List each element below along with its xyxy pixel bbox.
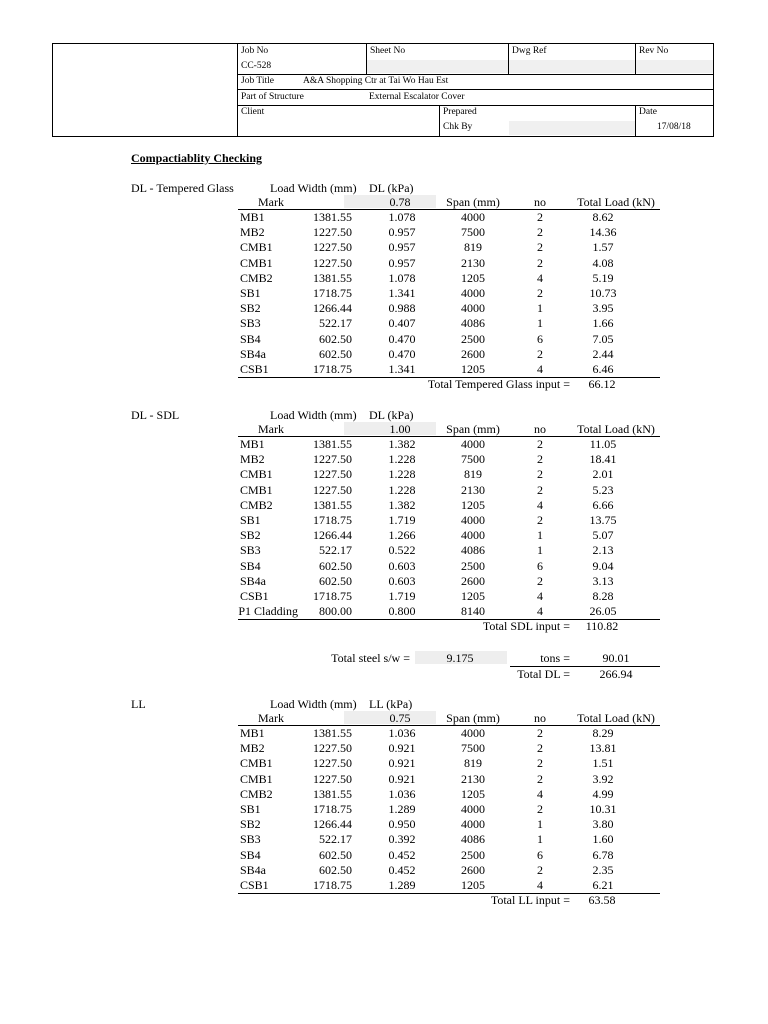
sdl-row-2-load-width: 1227.50: [313, 467, 352, 482]
glass-row-1-total: 14.36: [589, 225, 617, 240]
ll-row-8-load-width: 602.50: [319, 847, 352, 862]
job-title-label: Job Title: [241, 76, 275, 86]
glass-row-9-no: 2: [537, 346, 543, 361]
glass-row-4-span: 1205: [461, 270, 485, 285]
sheet-no-label: Sheet No: [370, 46, 406, 56]
ll-row-5-span: 4000: [461, 802, 485, 816]
ll-total-value: 63.58: [588, 893, 616, 908]
glass-row-0-no: 2: [537, 210, 543, 224]
glass-row-0-span: 4000: [461, 210, 485, 224]
glass-row-10-load-width: 1718.75: [313, 362, 352, 376]
glass-row-6-load-width: 1266.44: [313, 301, 352, 316]
total-dl-value: 266.94: [599, 667, 633, 681]
glass-row-4-load-width: 1381.55: [313, 270, 352, 285]
date-value: 17/08/18: [657, 122, 691, 132]
sdl-row-5-load-width: 1718.75: [313, 513, 352, 527]
glass-row-7-span: 4086: [461, 316, 485, 331]
glass-row-10-total: 6.46: [592, 362, 614, 376]
page-title: Compactiablity Checking: [131, 151, 263, 165]
glass-row-8-no: 6: [537, 331, 543, 346]
glass-row-1-no: 2: [537, 225, 543, 240]
ll-row-1-load-width: 1227.50: [313, 741, 352, 756]
sdl-row-8-load-width: 602.50: [319, 558, 352, 573]
glass-total-header: Total Load (kN): [577, 195, 655, 209]
sdl-mark-header: Mark: [258, 422, 284, 436]
ll-row-2-span: 819: [464, 756, 482, 771]
sdl-row-11-total: 26.05: [589, 604, 617, 619]
glass-row-2-span: 819: [464, 240, 482, 255]
sdl-row-8-no: 6: [537, 558, 543, 573]
ll-row-3-total: 3.92: [592, 771, 614, 786]
sdl-row-11-no: 4: [537, 604, 543, 619]
glass-row-5-load-width: 1718.75: [313, 286, 352, 300]
sdl-row-5-no: 2: [537, 513, 543, 527]
sdl-row-5-span: 4000: [461, 513, 485, 527]
ll-row-4-span: 1205: [461, 786, 485, 801]
glass-row-4-total: 5.19: [592, 270, 614, 285]
glass-row-0-total: 8.62: [592, 210, 614, 224]
ll-row-6-load-width: 1266.44: [313, 817, 352, 832]
glass-row-9-mark: SB4a: [240, 346, 267, 361]
rev-no-label: Rev No: [639, 46, 669, 56]
glass-row-3-no: 2: [537, 255, 543, 270]
glass-row-7-mark: SB3: [240, 316, 261, 331]
header-block: [52, 43, 714, 137]
sdl-span-header: Span (mm): [446, 422, 500, 436]
ll-row-8-span: 2500: [461, 847, 485, 862]
ll-row-6-kpa: 0.950: [388, 817, 416, 832]
glass-row-10-span: 1205: [461, 362, 485, 376]
sdl-row-6-total: 5.07: [592, 528, 614, 543]
glass-row-6-kpa: 0.988: [388, 301, 416, 316]
ll-span-header: Span (mm): [446, 711, 500, 725]
client-label: Client: [241, 107, 265, 117]
sdl-row-3-total: 5.23: [592, 482, 614, 497]
sdl-row-4-mark: CMB2: [240, 497, 273, 512]
ll-row-8-total: 6.78: [592, 847, 614, 862]
ll-kpa-value: 0.75: [389, 711, 411, 725]
sdl-row-11-kpa: 0.800: [388, 604, 416, 619]
job-no-label: Job No: [241, 46, 269, 56]
glass-row-6-span: 4000: [461, 301, 485, 316]
ll-row-8-kpa: 0.452: [388, 847, 416, 862]
glass-row-6-no: 1: [537, 301, 543, 316]
glass-row-2-no: 2: [537, 240, 543, 255]
sdl-row-0-no: 2: [537, 437, 543, 451]
ll-row-3-mark: CMB1: [240, 771, 273, 786]
sdl-row-7-load-width: 522.17: [319, 543, 352, 558]
total-steel-label: Total steel s/w =: [331, 651, 410, 665]
ll-row-5-no: 2: [537, 802, 543, 816]
ll-row-1-mark: MB2: [240, 741, 265, 756]
sdl-row-3-span: 2130: [461, 482, 485, 497]
glass-row-10-kpa: 1.341: [388, 362, 416, 376]
glass-row-0-load-width: 1381.55: [313, 210, 352, 224]
sdl-row-9-load-width: 602.50: [319, 573, 352, 588]
glass-row-5-total: 10.73: [589, 286, 617, 300]
sdl-row-3-mark: CMB1: [240, 482, 273, 497]
sdl-load-width-label: Load Width (mm): [270, 408, 357, 422]
sdl-row-9-no: 2: [537, 573, 543, 588]
glass-row-6-total: 3.95: [592, 301, 614, 316]
ll-row-5-load-width: 1718.75: [313, 802, 352, 816]
ll-no-header: no: [534, 711, 546, 725]
glass-row-10-mark: CSB1: [240, 362, 269, 376]
ll-kpa-label: LL (kPa): [369, 697, 413, 711]
glass-row-1-kpa: 0.957: [388, 225, 416, 240]
sdl-row-6-kpa: 1.266: [388, 528, 416, 543]
sdl-row-6-span: 4000: [461, 528, 485, 543]
ll-row-7-span: 4086: [461, 832, 485, 847]
glass-row-2-kpa: 0.957: [388, 240, 416, 255]
ll-row-8-mark: SB4: [240, 847, 261, 862]
prepared-label: Prepared: [443, 107, 477, 117]
sdl-row-6-mark: SB2: [240, 528, 261, 543]
total-dl-label: Total DL =: [517, 667, 570, 681]
glass-row-7-kpa: 0.407: [388, 316, 416, 331]
ll-row-2-load-width: 1227.50: [313, 756, 352, 771]
glass-row-8-mark: SB4: [240, 331, 261, 346]
glass-row-2-total: 1.57: [592, 240, 614, 255]
ll-row-6-total: 3.80: [592, 817, 614, 832]
glass-row-9-load-width: 602.50: [319, 346, 352, 361]
glass-row-2-mark: CMB1: [240, 240, 273, 255]
ll-row-5-mark: SB1: [240, 802, 261, 816]
ll-row-9-total: 2.35: [592, 862, 614, 877]
ll-row-7-total: 1.60: [592, 832, 614, 847]
glass-row-4-kpa: 1.078: [388, 270, 416, 285]
ll-row-3-kpa: 0.921: [388, 771, 416, 786]
ll-row-10-kpa: 1.289: [388, 878, 416, 892]
sdl-row-1-mark: MB2: [240, 452, 265, 467]
ll-row-9-mark: SB4a: [240, 862, 267, 877]
sdl-row-8-mark: SB4: [240, 558, 261, 573]
glass-row-5-no: 2: [537, 286, 543, 300]
sdl-row-7-mark: SB3: [240, 543, 261, 558]
ll-row-5-kpa: 1.289: [388, 802, 416, 816]
sdl-row-1-load-width: 1227.50: [313, 452, 352, 467]
glass-load-width-label: Load Width (mm): [270, 181, 357, 195]
ll-row-7-no: 1: [537, 832, 543, 847]
job-title-value: A&A Shopping Ctr at Tai Wo Hau Est: [303, 76, 449, 86]
ll-row-6-span: 4000: [461, 817, 485, 832]
sdl-row-5-total: 13.75: [589, 513, 617, 527]
ll-row-10-mark: CSB1: [240, 878, 269, 892]
ll-row-4-load-width: 1381.55: [313, 786, 352, 801]
ll-row-2-total: 1.51: [592, 756, 614, 771]
ll-row-9-load-width: 602.50: [319, 862, 352, 877]
sdl-row-9-span: 2600: [461, 573, 485, 588]
glass-row-3-span: 2130: [461, 255, 485, 270]
ll-row-3-span: 2130: [461, 771, 485, 786]
sdl-row-9-kpa: 0.603: [388, 573, 416, 588]
date-label: Date: [639, 107, 657, 117]
glass-row-7-total: 1.66: [592, 316, 614, 331]
ll-name: LL: [131, 697, 146, 711]
ll-row-0-load-width: 1381.55: [313, 726, 352, 740]
ll-row-1-kpa: 0.921: [388, 741, 416, 756]
glass-row-3-load-width: 1227.50: [313, 255, 352, 270]
glass-row-0-kpa: 1.078: [388, 210, 416, 224]
sdl-row-10-total: 8.28: [592, 589, 614, 603]
ll-total-header: Total Load (kN): [577, 711, 655, 725]
sdl-row-7-kpa: 0.522: [388, 543, 416, 558]
ll-row-7-load-width: 522.17: [319, 832, 352, 847]
sdl-row-3-load-width: 1227.50: [313, 482, 352, 497]
glass-row-0-mark: MB1: [240, 210, 265, 224]
glass-row-2-load-width: 1227.50: [313, 240, 352, 255]
sdl-row-0-load-width: 1381.55: [313, 437, 352, 451]
dwg-ref-label: Dwg Ref: [512, 46, 547, 56]
ll-row-10-load-width: 1718.75: [313, 878, 352, 892]
glass-name: DL - Tempered Glass: [131, 181, 234, 195]
sdl-row-1-span: 7500: [461, 452, 485, 467]
sdl-row-5-mark: SB1: [240, 513, 261, 527]
ll-row-3-no: 2: [537, 771, 543, 786]
sdl-row-0-mark: MB1: [240, 437, 265, 451]
sdl-row-2-kpa: 1.228: [388, 467, 416, 482]
ll-row-7-kpa: 0.392: [388, 832, 416, 847]
sdl-row-4-kpa: 1.382: [388, 497, 416, 512]
sdl-row-1-no: 2: [537, 452, 543, 467]
sdl-kpa-label: DL (kPa): [369, 408, 414, 422]
sdl-row-4-no: 4: [537, 497, 543, 512]
ll-row-10-span: 1205: [461, 878, 485, 892]
sdl-row-2-span: 819: [464, 467, 482, 482]
ll-row-4-kpa: 1.036: [388, 786, 416, 801]
ll-row-10-total: 6.21: [592, 878, 614, 892]
glass-span-header: Span (mm): [446, 195, 500, 209]
sdl-name: DL - SDL: [131, 408, 180, 422]
ll-row-6-no: 1: [537, 817, 543, 832]
glass-total-value: 66.12: [588, 377, 616, 392]
glass-no-header: no: [534, 195, 546, 209]
glass-row-3-kpa: 0.957: [388, 255, 416, 270]
glass-row-5-mark: SB1: [240, 286, 261, 300]
ll-row-1-span: 7500: [461, 741, 485, 756]
sdl-row-10-mark: CSB1: [240, 589, 269, 603]
sdl-row-7-no: 1: [537, 543, 543, 558]
ll-row-1-no: 2: [537, 741, 543, 756]
sdl-kpa-value: 1.00: [389, 422, 411, 436]
glass-row-9-span: 2600: [461, 346, 485, 361]
sdl-row-5-kpa: 1.719: [388, 513, 416, 527]
glass-row-4-no: 4: [537, 270, 543, 285]
sdl-row-2-mark: CMB1: [240, 467, 273, 482]
glass-row-1-mark: MB2: [240, 225, 265, 240]
chk-by-label: Chk By: [443, 122, 473, 132]
glass-mark-header: Mark: [258, 195, 284, 209]
glass-row-1-load-width: 1227.50: [313, 225, 352, 240]
glass-row-8-span: 2500: [461, 331, 485, 346]
ll-row-1-total: 13.81: [589, 741, 617, 756]
sdl-row-8-total: 9.04: [592, 558, 614, 573]
ll-row-2-no: 2: [537, 756, 543, 771]
glass-row-5-kpa: 1.341: [388, 286, 416, 300]
ll-row-4-no: 4: [537, 786, 543, 801]
part-value: External Escalator Cover: [369, 92, 465, 102]
glass-row-3-mark: CMB1: [240, 255, 273, 270]
part-label: Part of Structure: [241, 92, 304, 102]
ll-row-8-no: 6: [537, 847, 543, 862]
job-no-value: CC-528: [241, 61, 272, 71]
sdl-row-7-total: 2.13: [592, 543, 614, 558]
sdl-row-4-total: 6.66: [592, 497, 614, 512]
sdl-total-header: Total Load (kN): [577, 422, 655, 436]
sdl-row-10-span: 1205: [461, 589, 485, 603]
ll-row-2-kpa: 0.921: [388, 756, 416, 771]
glass-row-8-load-width: 602.50: [319, 331, 352, 346]
tons-value: 90.01: [602, 651, 630, 665]
glass-row-10-no: 4: [537, 362, 543, 376]
ll-row-6-mark: SB2: [240, 817, 261, 832]
glass-row-8-total: 7.05: [592, 331, 614, 346]
sdl-row-9-mark: SB4a: [240, 573, 267, 588]
sdl-row-0-span: 4000: [461, 437, 485, 451]
sdl-row-11-span: 8140: [461, 604, 485, 619]
sdl-row-10-load-width: 1718.75: [313, 589, 352, 603]
sdl-row-0-kpa: 1.382: [388, 437, 416, 451]
ll-row-9-span: 2600: [461, 862, 485, 877]
ll-load-width-label: Load Width (mm): [270, 697, 357, 711]
ll-row-0-no: 2: [537, 726, 543, 740]
sdl-row-0-total: 11.05: [589, 437, 617, 451]
glass-kpa-label: DL (kPa): [369, 181, 414, 195]
ll-row-0-total: 8.29: [592, 726, 614, 740]
ll-total-label: Total LL input =: [490, 893, 570, 908]
total-steel-value: 9.175: [446, 651, 474, 665]
ll-row-9-no: 2: [537, 862, 543, 877]
ll-row-0-kpa: 1.036: [388, 726, 416, 740]
glass-row-9-kpa: 0.470: [388, 346, 416, 361]
ll-row-4-total: 4.99: [592, 786, 614, 801]
ll-row-0-span: 4000: [461, 726, 485, 740]
sdl-total-value: 110.82: [585, 619, 619, 634]
sdl-row-8-kpa: 0.603: [388, 558, 416, 573]
glass-row-5-span: 4000: [461, 286, 485, 300]
sdl-no-header: no: [534, 422, 546, 436]
glass-total-label: Total Tempered Glass input =: [427, 377, 570, 392]
sdl-row-4-span: 1205: [461, 497, 485, 512]
sdl-row-3-kpa: 1.228: [388, 482, 416, 497]
sdl-row-4-load-width: 1381.55: [313, 497, 352, 512]
sdl-row-3-no: 2: [537, 482, 543, 497]
sdl-row-10-no: 4: [537, 589, 543, 603]
ll-row-9-kpa: 0.452: [388, 862, 416, 877]
glass-row-4-mark: CMB2: [240, 270, 273, 285]
glass-row-6-mark: SB2: [240, 301, 261, 316]
sdl-row-1-kpa: 1.228: [388, 452, 416, 467]
sdl-row-6-no: 1: [537, 528, 543, 543]
sdl-row-9-total: 3.13: [592, 573, 614, 588]
glass-row-9-total: 2.44: [592, 346, 614, 361]
glass-kpa-value: 0.78: [389, 195, 411, 209]
ll-row-0-mark: MB1: [240, 726, 265, 740]
sdl-row-11-mark: P1 Cladding: [238, 604, 298, 619]
sdl-row-10-kpa: 1.719: [388, 589, 416, 603]
ll-row-3-load-width: 1227.50: [313, 771, 352, 786]
sdl-row-2-total: 2.01: [592, 467, 614, 482]
sdl-total-label: Total SDL input =: [482, 619, 570, 634]
ll-mark-header: Mark: [258, 711, 284, 725]
glass-row-7-load-width: 522.17: [319, 316, 352, 331]
sdl-row-7-span: 4086: [461, 543, 485, 558]
tons-label: tons =: [540, 651, 570, 665]
ll-row-7-mark: SB3: [240, 832, 261, 847]
sdl-row-11-load-width: 800.00: [319, 604, 352, 619]
glass-row-1-span: 7500: [461, 225, 485, 240]
glass-row-3-total: 4.08: [592, 255, 614, 270]
ll-row-2-mark: CMB1: [240, 756, 273, 771]
sdl-row-8-span: 2500: [461, 558, 485, 573]
sdl-row-2-no: 2: [537, 467, 543, 482]
sdl-row-1-total: 18.41: [589, 452, 617, 467]
glass-row-7-no: 1: [537, 316, 543, 331]
ll-row-5-total: 10.31: [589, 802, 617, 816]
ll-row-10-no: 4: [537, 878, 543, 892]
sdl-row-6-load-width: 1266.44: [313, 528, 352, 543]
glass-row-8-kpa: 0.470: [388, 331, 416, 346]
ll-row-4-mark: CMB2: [240, 786, 273, 801]
